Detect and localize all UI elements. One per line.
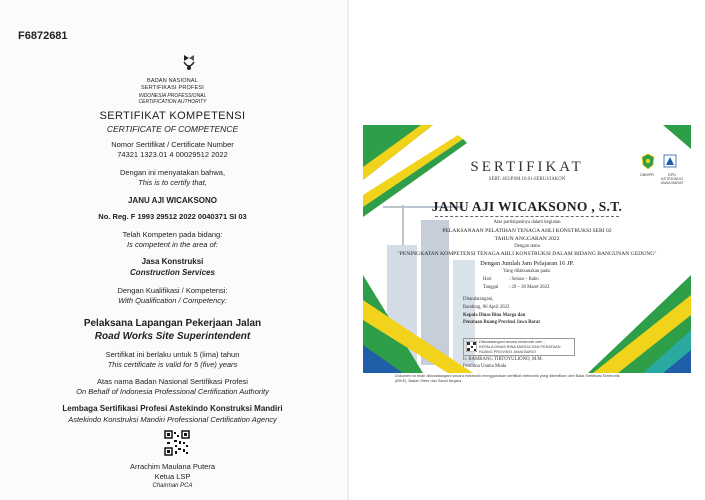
certificate-title-en: CERTIFICATE OF COMPETENCE: [106, 124, 239, 134]
issue-place-date: Bandung, 06 April 2022: [463, 305, 510, 310]
declaration: Dengan ini menyatakan bahwa,: [119, 168, 226, 177]
certificate-code: F6872681: [18, 30, 68, 42]
date-value: : 29 – 30 Maret 2022: [509, 285, 550, 290]
official-rank: Pembina Utama Muda: [463, 364, 507, 369]
agency-name-en-line2: CERTIFICATION AUTHORITY: [138, 99, 207, 105]
agency-name-line1: BADAN NASIONAL: [146, 78, 199, 84]
participation-label: Atas partisipasinya dalam kegiatan: [493, 220, 561, 225]
signature-line1: Ditandatangani secara elektronik oleh :: [479, 340, 545, 344]
day-label: Hari: [483, 277, 492, 282]
name-underline: [435, 216, 619, 217]
qualification-title: Pelaksana Lapangan Pekerjaan Jalan: [83, 318, 262, 329]
date-label: Tanggal: [483, 285, 499, 290]
head-title-line1: Kepala Dinas Bina Marga dan: [463, 313, 526, 318]
signed-label: Ditandatangani,: [463, 297, 494, 302]
signer-name: Arrachim Maulana Putera: [129, 462, 216, 471]
bnsp-logo-icon: [178, 52, 200, 74]
training-certificate: [363, 125, 691, 373]
training-hours: Dengan Jumlah Jam Pelajaran 16 JP.: [480, 260, 574, 267]
lsp-name-en: Astekindo Konstruksi Mandiri Professional Certification Agency: [68, 415, 277, 424]
certificate-title: SERTIFIKAT: [470, 159, 584, 175]
page-divider: [347, 0, 349, 500]
certificate-number: 74321 1323.01 4 00029512 2022: [117, 150, 228, 159]
holder-name: JANU AJI WICAKSONO: [127, 196, 218, 205]
certificate-number-label: Nomor Sertifikat / Certificate Number: [111, 140, 234, 149]
theme-label: Dengan tema: [514, 244, 540, 249]
dbmpr-logo-label: DBMPR: [640, 173, 654, 177]
signature-line3: RUANG PROVINSI JAWA BARAT: [479, 350, 537, 354]
competence-area: Jasa Konstruksi: [141, 257, 204, 266]
theme: "PENINGKATAN KOMPETENSI TENAGA AHLI KONSTRUKSI DALAM BIDANG BANGUNAN GEDUNG": [397, 251, 657, 257]
held-label: Yang dilaksanakan pada:: [503, 269, 551, 274]
qr-code-icon: [466, 341, 477, 352]
validity: Sertifikat ini berlaku untuk 5 (lima) tahun: [105, 350, 240, 359]
astekindo-logo-label: DPD ASTEKINDO JAWA BARAT: [660, 173, 684, 185]
qualification-title-en: Road Works Site Superintendent: [94, 331, 251, 342]
day-value: : Selasa – Rabu: [509, 277, 539, 282]
participant-name: JANU AJI WICAKSONO , S.T.: [431, 199, 623, 214]
on-behalf: Atas nama Badan Nasional Sertifikasi Profesi: [97, 377, 248, 386]
competence-certificate: [0, 0, 345, 500]
validity-en: This certificate is valid for 5 (five) years: [107, 360, 238, 369]
electronic-signature-footnote: Dokumen ini telah ditandatangani secara elektronik menggunakan sertifikat elektronik yang diterbitkan oleh Balai Sertifikasi Elektronik (BSrE), Badan Siber dan Sandi Negara: [395, 374, 620, 383]
competent-label: Telah Kompeten pada bidang:: [122, 230, 223, 239]
agency-name-en-line1: INDONESIA PROFESSIONAL: [138, 93, 207, 99]
fiscal-year: TAHUN ANGGARAN 2022: [494, 236, 560, 242]
qualification-label: Dengan Kualifikasi / Kompetensi:: [117, 286, 228, 295]
competence-area-en: Construction Services: [130, 268, 215, 277]
event-name: PELAKSANAAN PELATIHAN TENAGA AHLI KONSTRUKSI SERI 02: [442, 228, 612, 234]
head-title-line2: Penataan Ruang Provinsi Jawa Barat: [463, 320, 540, 325]
declaration-en: This is to certify that,: [138, 178, 207, 187]
certificate-title: SERTIFIKAT KOMPETENSI: [99, 110, 246, 122]
on-behalf-en: On Behalf of Indonesia Professional Certification Authority: [76, 387, 269, 396]
agency-name-line2: SERTIFIKASI PROFESI: [141, 85, 204, 91]
signer-title: Ketua LSP: [154, 472, 191, 481]
signature-line2: KEPALA DINAS BINA MARGA DAN PENATAAN: [479, 345, 561, 349]
lsp-name: Lembaga Sertifikasi Profesi Astekindo Konstruksi Mandiri: [62, 404, 283, 413]
qr-code-icon: [164, 430, 190, 456]
signer-title-en: Chairman PCA: [152, 483, 193, 489]
certificate-number: SERT. 463/PSM.16.01-SERUJ/JAKON: [488, 177, 566, 182]
official-name: Ir. BAMBANG TIRTOYULIONO, M.M.: [463, 357, 543, 362]
qualification-label-en: With Qualification / Competency:: [118, 296, 227, 305]
registration-number: No. Reg. F 1993 29512 2022 0040371 SI 03: [98, 212, 247, 221]
electronic-signature-box: [463, 338, 575, 356]
competent-label-en: Is competent in the area of:: [127, 240, 218, 249]
